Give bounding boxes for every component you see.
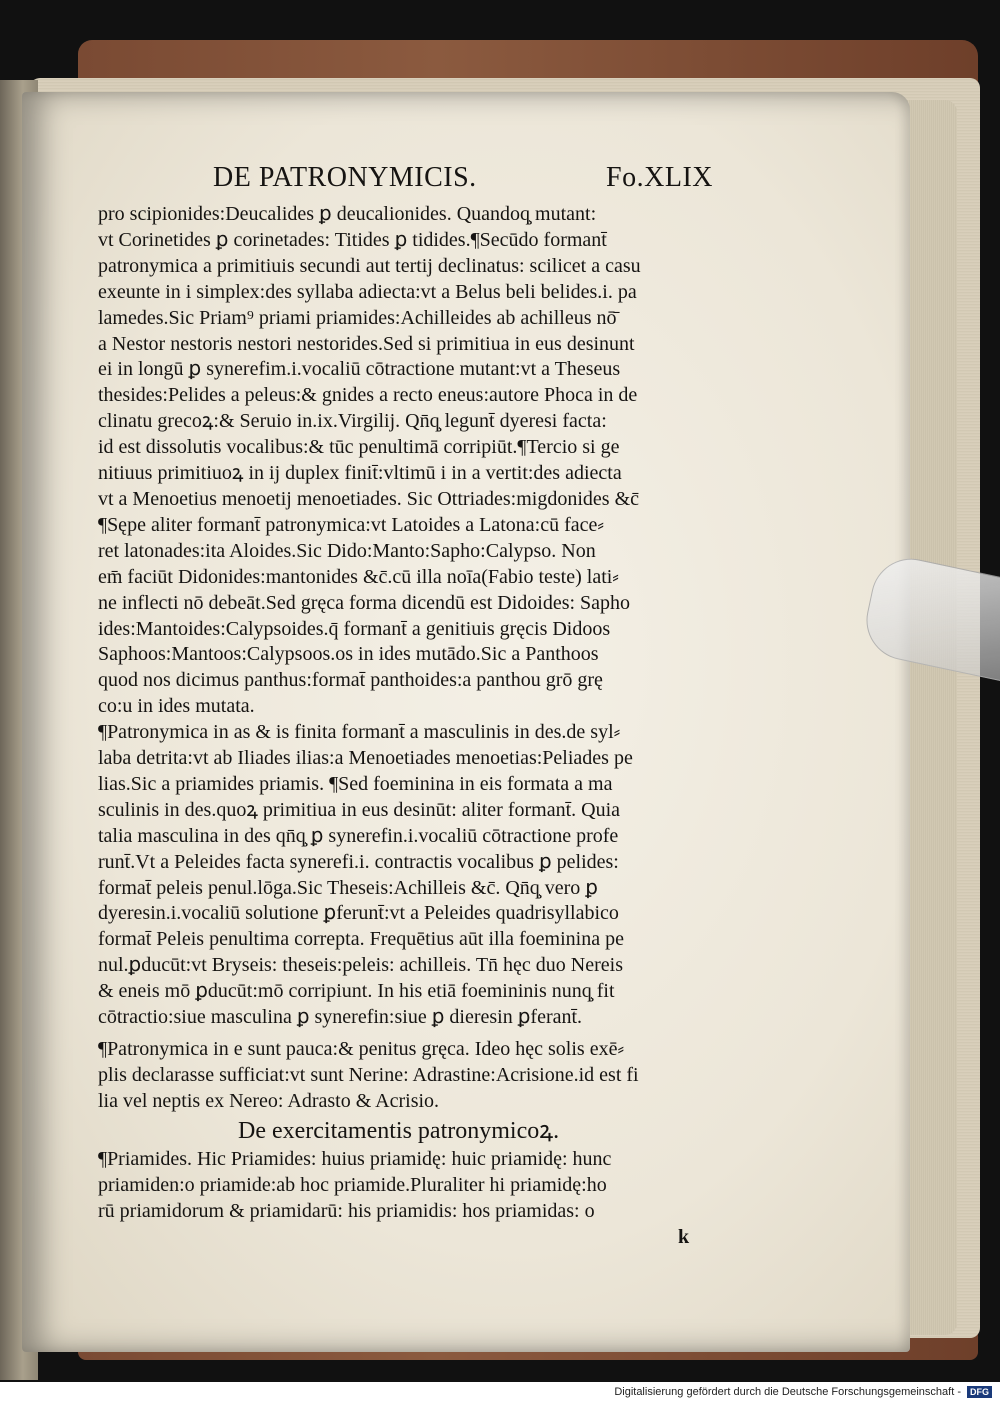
footer-funding-text: Digitalisierung gefördert durch die Deutsche Forschungsgemeinschaft -	[614, 1386, 961, 1398]
text-line: runt̄.Vt a Peleides facta synerefi.i. contractis vocalibus ꝑ pelides:	[98, 850, 619, 873]
text-line: lias.Sic a priamides priamis. ¶Sed foeminina in eis formata a ma	[98, 772, 613, 795]
text-line: vt Corinetides ꝑ corinetades: Titides ꝑ tidides.¶Secūdo formant̄	[98, 228, 607, 251]
text-line: ei in longū ꝑ synerefim.i.vocaliū cōtractione mutant:vt a Theseus	[98, 358, 621, 381]
text-line: id est dissolutis vocalibus:& tūc penultimā corripiūt.¶Tercio si ge	[98, 436, 620, 459]
running-header	[213, 162, 713, 202]
section-subheading: De exercitamentis patronymicoꝝ.	[238, 1117, 560, 1144]
text-line: & eneis mō ꝑducūt:mō corripiunt. In his etiā foemininis nunq̧ fit	[98, 980, 615, 1003]
text-line: nul.ꝑducūt:vt Bryseis: theseis:peleis: achilleis. Tn̄ hęc duo Nereis	[98, 954, 623, 977]
body-paragraphs-1	[98, 202, 738, 1031]
text-line: em̄ faciūt Didonides:mantonides &c̄.cū illa noīa(Fabio teste) lati⸗	[98, 565, 619, 588]
header-folio: Fo.XLIX	[606, 162, 713, 193]
body-paragraphs-3	[98, 1147, 738, 1225]
text-line: ¶Sępe aliter formant̄ patronymica:vt Latoides a Latona:cū face⸗	[98, 513, 605, 536]
text-line: cōtractio:siue masculina ꝑ synerefin:siue ꝑ dieresin ꝑferant̄.	[98, 1006, 583, 1029]
text-line: nitiuus primitiuoꝝ in ij duplex finit̄:vltimū i in a vertit:des adiecta	[98, 462, 622, 485]
text-line: ¶Patronymica in e sunt pauca:& penitus gręca. Ideo hęc solis exē⸗	[98, 1038, 625, 1060]
text-line: thesides:Pelides a peleus:& gnides a recto eneus:autore Phoca in de	[98, 384, 638, 407]
text-line: dyeresin.i.vocaliū solutione ꝑferunt̄:vt a Peleides quadrisyllabico	[98, 902, 619, 925]
text-line: sculinis in des.quoꝝ primitiua in eus desinūt: aliter formant̄. Quia	[98, 798, 621, 821]
text-line: clinatu grecoꝝ:& Seruio in.ix.Virgilij. Qn̄q̧ legunt̄ dyeresi facta:	[98, 410, 607, 433]
text-line: plis declarasse sufficiat:vt sunt Nerine: Adrastine:Acrisione.id est fi	[98, 1063, 639, 1086]
text-line: a Nestor nestoris nestori nestorides.Sed si primitiua in eus desinunt	[98, 332, 635, 355]
text-line: pro scipionides:Deucalides ꝑ deucalionides. Quandoq̧ mutant:	[98, 203, 597, 225]
signature-mark: k	[678, 1226, 690, 1249]
text-line: ¶Patronymica in as & is finita formant̄ a masculinis in des.de syl⸗	[98, 721, 621, 744]
text-line: quod nos dicimus panthus:format̄ panthoides:a panthou grō grę	[98, 669, 603, 692]
text-line: priamiden:o priamide:ab hoc priamide.Pluraliter hi priamidę:ho	[98, 1173, 607, 1196]
text-line: exeunte in i simplex:des syllaba adiecta:vt a Belus beli belides.i. pa	[98, 280, 637, 303]
text-line: ne inflecti nō debeāt.Sed gręca forma dicendū est Didoides: Sapho	[98, 591, 631, 614]
text-line: ret latonades:ita Aloides.Sic Dido:Manto:Sapho:Calypso. Non	[98, 539, 596, 562]
text-line: rū priamidorum & priamidarū: his priamidis: hos priamidas: o	[98, 1199, 595, 1222]
text-line: co:u in ides mutata.	[98, 695, 255, 718]
page-edges	[905, 100, 957, 1335]
text-line: ides:Mantoides:Calypsoides.q̄ formant̄ a genitiuis gręcis Didoos	[98, 617, 611, 640]
text-line: ¶Priamides. Hic Priamides: huius priamidę: huic priamidę: hunc	[98, 1147, 612, 1170]
text-line: patronymica a primitiuis secundi aut tertij declinatus: scilicet a casu	[98, 254, 641, 277]
text-line: laba detrita:vt ab Iliades ilias:a Menoetiades menoetias:Peliades pe	[98, 747, 633, 770]
header-title: DE PATRONYMICIS.	[213, 162, 477, 193]
body-paragraphs-2	[98, 1037, 738, 1115]
text-line: Saphoos:Mantoos:Calypsoos.os in ides mutādo.Sic a Panthoos	[98, 643, 599, 666]
text-line: format̄ peleis penul.lōga.Sic Theseis:Achilleis &c̄. Qn̄q̧ vero ꝑ	[98, 876, 598, 899]
text-line: lamedes.Sic Priam⁹ priami priamides:Achilleides ab achilleus nō̄	[98, 306, 617, 329]
text-line: vt a Menoetius menoetij menoetiades. Sic Ottriades:migdonides &c̄	[98, 487, 639, 510]
text-line: lia vel neptis ex Nereo: Adrasto & Acrisio.	[98, 1089, 440, 1112]
dfg-logo: DFG	[967, 1386, 992, 1398]
text-line: format̄ Peleis penultima correpta. Frequētius aūt illa foeminina pe	[98, 928, 624, 951]
text-line: talia masculina in des qn̄q̧ ꝑ synerefin.i.vocaliū cōtractione profe	[98, 824, 619, 847]
footer-bar	[0, 1382, 1000, 1402]
page-text	[98, 162, 738, 1250]
